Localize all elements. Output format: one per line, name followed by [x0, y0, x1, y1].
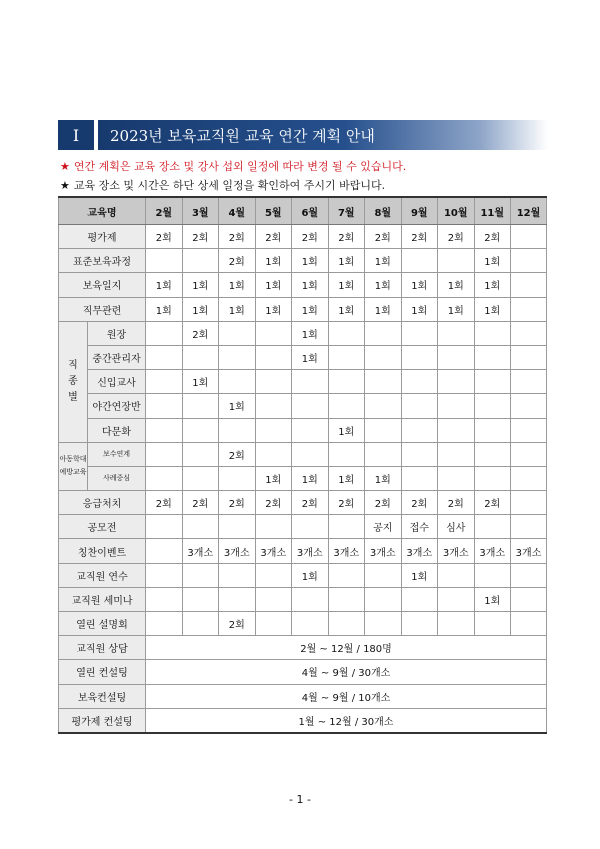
table-row [59, 563, 547, 587]
notice-text: 교육 장소 및 시간은 하단 상세 일정을 확인하여 주시기 바랍니다. [73, 179, 386, 192]
row-label: 보육일지 [59, 273, 146, 297]
table-cell [365, 442, 402, 466]
table-cell [438, 563, 475, 587]
row-label: 표준보육과정 [59, 249, 146, 273]
table-cell [511, 563, 547, 587]
row-label: 응급처치 [59, 491, 146, 515]
table-cell [365, 418, 402, 442]
table-cell [219, 345, 256, 369]
row-label: 사례중심 [88, 466, 146, 490]
table-cell [511, 466, 547, 490]
table-cell [511, 249, 547, 273]
table-cell [511, 418, 547, 442]
table-cell [328, 321, 365, 345]
column-header-month: 11월 [474, 197, 511, 225]
column-header-month: 4월 [219, 197, 256, 225]
table-cell [438, 587, 475, 611]
table-cell [401, 249, 438, 273]
table-row [59, 660, 547, 684]
table-row [59, 225, 547, 249]
row-label: 교직원 세미나 [59, 587, 146, 611]
table-cell [511, 394, 547, 418]
row-label: 평가제 컨설팅 [59, 708, 146, 733]
table-cell [146, 394, 183, 418]
row-label: 평가제 [59, 225, 146, 249]
table-cell [511, 515, 547, 539]
table-cell: 1회 [401, 297, 438, 321]
group-child-abuse-prevention [59, 442, 88, 490]
star-icon: ★ [60, 160, 70, 173]
table-cell: 3개소 [219, 539, 256, 563]
table-cell [292, 418, 329, 442]
table-cell: 1회 [292, 345, 329, 369]
table-cell: 2회 [182, 225, 219, 249]
table-cell: 1회 [292, 273, 329, 297]
section-header [58, 120, 548, 150]
table-cell: 2회 [401, 225, 438, 249]
table-cell [146, 249, 183, 273]
table-cell [511, 442, 547, 466]
table-cell: 3개소 [255, 539, 292, 563]
table-cell [255, 612, 292, 636]
table-cell: 3개소 [292, 539, 329, 563]
table-cell [292, 370, 329, 394]
table-cell [474, 515, 511, 539]
span-cell: 4월 ~ 9월 / 30개소 [146, 660, 547, 684]
table-cell [511, 225, 547, 249]
table-cell [292, 515, 329, 539]
table-cell [182, 345, 219, 369]
table-cell [401, 370, 438, 394]
column-header-month: 7월 [328, 197, 365, 225]
table-cell: 1회 [438, 273, 475, 297]
table-cell: 1회 [328, 273, 365, 297]
table-cell: 1회 [255, 249, 292, 273]
table-cell [401, 466, 438, 490]
table-cell [328, 563, 365, 587]
table-row [59, 491, 547, 515]
column-header-month: 5월 [255, 197, 292, 225]
table-cell [401, 612, 438, 636]
table-cell: 2회 [438, 225, 475, 249]
table-row [59, 539, 547, 563]
table-cell [401, 394, 438, 418]
row-label: 칭찬이벤트 [59, 539, 146, 563]
table-cell [182, 466, 219, 490]
table-cell: 1회 [365, 466, 402, 490]
column-header-month: 3월 [182, 197, 219, 225]
row-label: 원장 [88, 321, 146, 345]
column-header-month: 12월 [511, 197, 547, 225]
table-cell [219, 466, 256, 490]
table-cell [511, 587, 547, 611]
row-label: 공모전 [59, 515, 146, 539]
table-cell [511, 491, 547, 515]
table-cell: 3개소 [474, 539, 511, 563]
table-row [59, 370, 547, 394]
row-label: 야간연장반 [88, 394, 146, 418]
table-cell [511, 612, 547, 636]
row-label: 중간관리자 [88, 345, 146, 369]
table-cell: 2회 [328, 225, 365, 249]
table-cell [182, 418, 219, 442]
table-cell: 2회 [255, 225, 292, 249]
table-cell [182, 587, 219, 611]
table-cell [474, 563, 511, 587]
table-cell [511, 297, 547, 321]
table-cell: 2회 [401, 491, 438, 515]
table-cell [182, 442, 219, 466]
table-cell [474, 321, 511, 345]
table-row [59, 515, 547, 539]
table-cell [219, 418, 256, 442]
table-cell: 1회 [255, 297, 292, 321]
table-cell [146, 515, 183, 539]
table-cell [328, 370, 365, 394]
table-row [59, 466, 547, 490]
table-cell [146, 345, 183, 369]
table-cell: 2회 [219, 249, 256, 273]
table-cell: 1회 [292, 563, 329, 587]
table-cell [219, 563, 256, 587]
table-cell [365, 587, 402, 611]
table-cell: 2회 [219, 442, 256, 466]
table-cell: 1회 [255, 466, 292, 490]
table-cell: 2회 [365, 491, 402, 515]
table-cell [146, 612, 183, 636]
table-cell [474, 345, 511, 369]
row-label: 다문화 [88, 418, 146, 442]
table-cell: 1회 [365, 273, 402, 297]
table-cell [365, 563, 402, 587]
table-cell: 공지 [365, 515, 402, 539]
table-cell [146, 442, 183, 466]
table-cell [292, 587, 329, 611]
table-cell: 1회 [474, 587, 511, 611]
table-row [59, 321, 547, 345]
table-cell: 1회 [401, 563, 438, 587]
span-cell: 1월 ~ 12월 / 30개소 [146, 708, 547, 733]
row-label: 교직원 연수 [59, 563, 146, 587]
table-cell: 1회 [328, 297, 365, 321]
table-cell [328, 442, 365, 466]
table-row [59, 612, 547, 636]
table-cell [146, 539, 183, 563]
table-row [59, 345, 547, 369]
table-cell: 1회 [182, 273, 219, 297]
table-cell: 1회 [438, 297, 475, 321]
notice-change [60, 158, 406, 174]
table-cell: 1회 [292, 249, 329, 273]
table-cell [511, 345, 547, 369]
table-cell: 3개소 [328, 539, 365, 563]
notice-text: 연간 계획은 교육 장소 및 강사 섭외 일정에 따라 변경 될 수 있습니다. [73, 160, 407, 173]
table-cell [401, 587, 438, 611]
table-cell [182, 563, 219, 587]
table-cell: 2회 [474, 225, 511, 249]
table-cell: 1회 [292, 466, 329, 490]
table-cell: 2회 [182, 321, 219, 345]
table-cell: 3개소 [182, 539, 219, 563]
table-cell [438, 612, 475, 636]
table-cell [365, 321, 402, 345]
table-cell: 1회 [292, 321, 329, 345]
table-cell: 1회 [474, 297, 511, 321]
table-cell: 2회 [365, 225, 402, 249]
table-cell: 2회 [292, 491, 329, 515]
table-row [59, 708, 547, 733]
table-cell [511, 370, 547, 394]
table-cell [292, 394, 329, 418]
column-header-month: 10월 [438, 197, 475, 225]
table-cell: 접수 [401, 515, 438, 539]
table-cell [474, 612, 511, 636]
table-cell [328, 394, 365, 418]
table-cell: 2회 [219, 491, 256, 515]
table-cell [146, 370, 183, 394]
table-cell [438, 345, 475, 369]
table-cell [219, 515, 256, 539]
star-icon: ★ [60, 179, 70, 192]
table-cell: 2회 [328, 491, 365, 515]
table-cell: 2회 [292, 225, 329, 249]
column-header-month: 8월 [365, 197, 402, 225]
page-number: - 1 - [289, 793, 311, 806]
table-cell [328, 612, 365, 636]
table-cell [401, 321, 438, 345]
table-cell [401, 418, 438, 442]
table-cell [255, 321, 292, 345]
table-cell: 2회 [219, 612, 256, 636]
table-row [59, 394, 547, 418]
table-cell [182, 612, 219, 636]
table-cell: 1회 [401, 273, 438, 297]
table-cell [255, 515, 292, 539]
table-row [59, 297, 547, 321]
table-cell [438, 394, 475, 418]
column-header-course: 교육명 [59, 197, 146, 225]
table-cell: 2회 [219, 225, 256, 249]
table-cell: 1회 [328, 466, 365, 490]
column-header-month: 2월 [146, 197, 183, 225]
table-cell: 1회 [146, 297, 183, 321]
row-label: 열린 컨설팅 [59, 660, 146, 684]
table-cell: 1회 [292, 297, 329, 321]
table-cell [438, 249, 475, 273]
table-cell [474, 370, 511, 394]
table-cell: 2회 [182, 491, 219, 515]
table-cell [328, 345, 365, 369]
table-cell [255, 563, 292, 587]
table-cell [219, 370, 256, 394]
table-header-row [59, 197, 547, 225]
table-cell [219, 587, 256, 611]
table-cell: 3개소 [511, 539, 547, 563]
group-job-type [59, 321, 88, 442]
table-cell [292, 612, 329, 636]
table-row [59, 418, 547, 442]
table-cell: 2회 [146, 225, 183, 249]
table-cell [474, 394, 511, 418]
table-cell [365, 345, 402, 369]
table-row [59, 249, 547, 273]
table-cell [182, 249, 219, 273]
table-cell: 1회 [328, 418, 365, 442]
table-cell: 1회 [328, 249, 365, 273]
row-label: 보수연계 [88, 442, 146, 466]
notice-schedule [60, 177, 385, 193]
table-row [59, 273, 547, 297]
span-cell: 4월 ~ 9월 / 10개소 [146, 684, 547, 708]
table-cell: 1회 [365, 297, 402, 321]
table-row [59, 587, 547, 611]
table-cell [474, 442, 511, 466]
table-cell: 1회 [474, 249, 511, 273]
table-cell: 2회 [474, 491, 511, 515]
table-cell [438, 466, 475, 490]
table-cell: 1회 [219, 297, 256, 321]
table-cell: 3개소 [438, 539, 475, 563]
table-cell [219, 321, 256, 345]
table-cell [474, 418, 511, 442]
table-cell [328, 515, 365, 539]
table-cell [146, 466, 183, 490]
row-label: 직무관련 [59, 297, 146, 321]
table-cell [255, 587, 292, 611]
row-label: 교직원 상담 [59, 636, 146, 660]
table-cell: 3개소 [401, 539, 438, 563]
table-cell: 1회 [474, 273, 511, 297]
table-cell [401, 442, 438, 466]
table-cell [365, 394, 402, 418]
table-cell: 1회 [182, 370, 219, 394]
group-label: 직 종 별 [68, 359, 78, 403]
table-cell [511, 273, 547, 297]
table-cell: 1회 [219, 273, 256, 297]
table-cell [255, 418, 292, 442]
table-cell [255, 345, 292, 369]
table-cell: 심사 [438, 515, 475, 539]
table-row [59, 636, 547, 660]
table-cell: 1회 [365, 249, 402, 273]
table-cell: 3개소 [365, 539, 402, 563]
table-cell [255, 442, 292, 466]
table-cell [365, 370, 402, 394]
table-cell [438, 321, 475, 345]
table-cell [255, 394, 292, 418]
table-cell [401, 345, 438, 369]
table-row [59, 442, 547, 466]
table-cell [438, 418, 475, 442]
table-cell: 2회 [438, 491, 475, 515]
column-header-month: 9월 [401, 197, 438, 225]
table-cell [474, 466, 511, 490]
table-cell [438, 370, 475, 394]
row-label: 신입교사 [88, 370, 146, 394]
span-cell: 2월 ~ 12월 / 180명 [146, 636, 547, 660]
table-cell: 1회 [219, 394, 256, 418]
column-header-month: 6월 [292, 197, 329, 225]
table-cell [511, 321, 547, 345]
table-cell [438, 442, 475, 466]
table-cell [182, 394, 219, 418]
table-cell [182, 515, 219, 539]
section-title: 2023년 보육교직원 교육 연간 계획 안내 [98, 120, 548, 150]
section-number: Ⅰ [58, 120, 94, 150]
table-cell [146, 418, 183, 442]
table-cell: 2회 [255, 491, 292, 515]
table-cell: 1회 [182, 297, 219, 321]
table-cell [328, 587, 365, 611]
table-cell [146, 587, 183, 611]
table-cell: 1회 [255, 273, 292, 297]
table-cell [146, 321, 183, 345]
group-label: 아동학대 예방교육 [59, 455, 87, 477]
table-cell [292, 442, 329, 466]
table-row [59, 684, 547, 708]
table-cell [255, 370, 292, 394]
table-cell [365, 612, 402, 636]
annual-plan-table [58, 196, 547, 734]
row-label: 열린 설명회 [59, 612, 146, 636]
table-cell: 1회 [146, 273, 183, 297]
row-label: 보육컨설팅 [59, 684, 146, 708]
table-cell: 2회 [146, 491, 183, 515]
table-cell [146, 563, 183, 587]
